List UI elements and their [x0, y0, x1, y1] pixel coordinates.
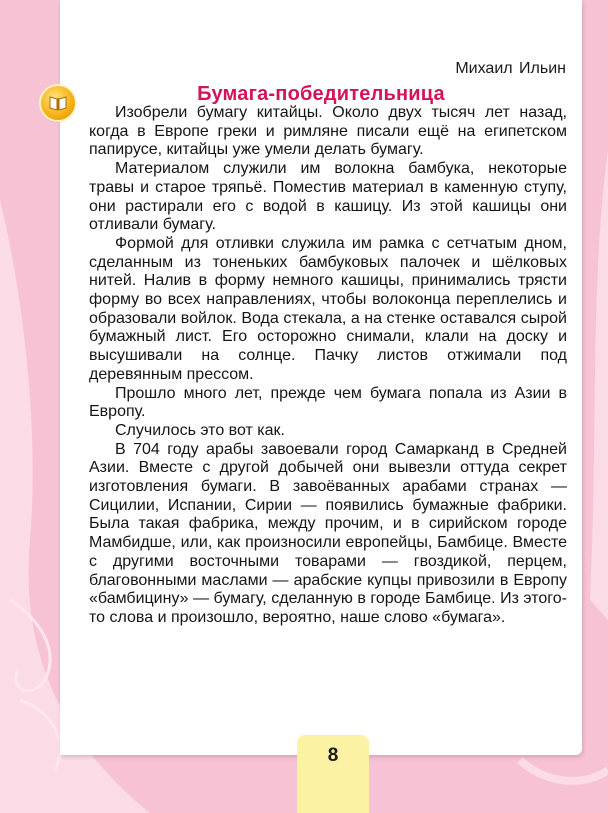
page-number: 8	[327, 745, 339, 766]
paragraph-2: Материалом служили им волокна бамбука, некоторые травы и старое тряпьё. Поместив материал в каменную ступу, они растирали его с водой в кашицу. Из этой кашицы они отливали бумагу.	[89, 160, 567, 234]
paragraph-4: Прошло много лет, прежде чем бумага попала из Азии в Европу.	[89, 384, 567, 421]
paragraph-3: Формой для отливки служила им рамка с сетчатым дном, сделанным из тоненьких бамбуковых палочек и шёлковых нитей. Налив в форму немного кашицы, принимались трясти форму во всех направлениях, чтобы волоконца переплелись и образовали войлок. Вода стекала, а на стенке оставался сырой бумажный лист. Его осторожно снимали, клали на доску и высушивали на солнце. Пачку листов отжимали под деревянным прессом.	[89, 234, 567, 383]
story-title: Бумага-победительница	[197, 83, 445, 105]
page-number-tab	[297, 735, 369, 813]
paragraph-5: Случилось это вот как.	[115, 421, 285, 439]
paragraph-6: В 704 году арабы завоевали город Самарканд в Средней Азии. Вместе с другой добычей они вывезли оттуда секрет изготовления бумаги. В завоёванных арабами странах — Сицилии, Испании, Сирии — появились бумажные фабрики. Была такая фабрика, между прочим, и в сирийском городе Мамбидше, или, как произносили европейцы, Бамбице. Вместе с другими восточными товарами — гвоздикой, перцем, благовонными маслами — арабские купцы привозили в Европу «бамбицину» — бумагу, сделанную в городе Бамбице. Из этого-то слова и произошло, вероятно, наше слово «бумага».	[89, 440, 567, 626]
author-name: Михаил Ильин	[455, 60, 566, 77]
paragraph-1: Изобрели бумагу китайцы. Около двух тысяч лет назад, когда в Европе греки и римляне писали ещё на египетском папирусе, китайцы уже умели делать бумагу.	[89, 104, 567, 159]
story-text	[89, 104, 567, 628]
